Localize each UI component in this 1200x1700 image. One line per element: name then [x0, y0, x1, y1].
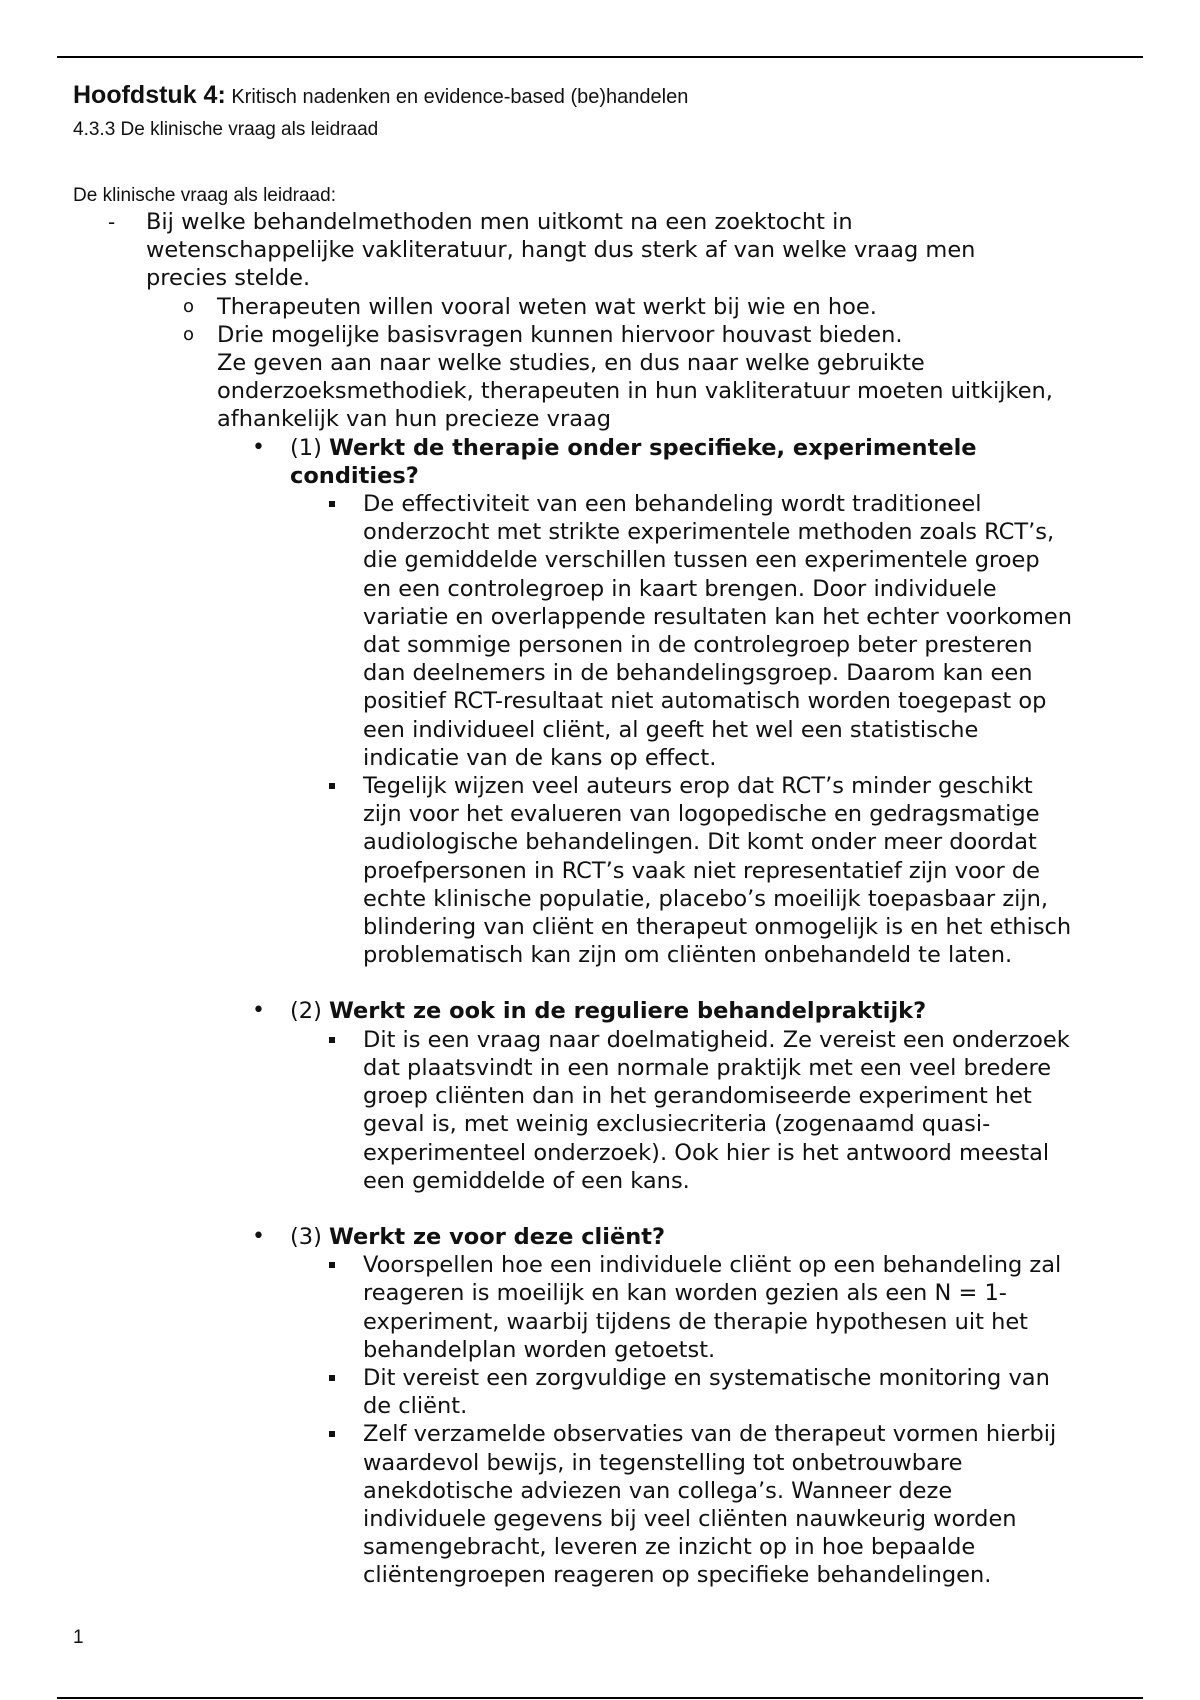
text-line: indicatie van de kans op effect. [363, 744, 717, 771]
question-item [73, 434, 1133, 490]
square-marker [329, 1262, 335, 1268]
question-item [73, 1223, 1133, 1251]
spacer [73, 1195, 1133, 1223]
footer-rule [57, 1697, 1143, 1699]
text-line: audiologische behandelingen. Dit komt onder meer doordat [363, 829, 1037, 856]
text-line: de cliënt. [363, 1393, 468, 1420]
section-heading: 4.3.3 De klinische vraag als leidraad [73, 119, 379, 140]
point-text [363, 1251, 1133, 1364]
text-line: afhankelijk van hun precieze vraag [217, 406, 612, 433]
text-line: onderzoeksmethodiek, therapeuten in hun vakliteratuur moeten uitkijken, [217, 378, 1053, 405]
point-item [73, 1420, 1133, 1589]
text-line: wetenschappelijke vakliteratuur, hangt dus sterk af van welke vraag men [146, 237, 976, 264]
text-line: positief RCT-resultaat niet automatisch worden toegepast op [363, 688, 1047, 715]
question-text: condities? [290, 462, 419, 489]
chapter-title [73, 74, 1133, 116]
text-line: waardevol bewijs, in tegenstelling tot onbetrouwbare [363, 1449, 963, 1476]
text-line: problematisch kan zijn om cliënten onbehandeld te laten. [363, 942, 1013, 969]
text-line: De effectiviteit van een behandeling wordt traditioneel [363, 491, 982, 518]
text-line: anekdotische adviezen van collega’s. Wanneer deze [363, 1477, 953, 1504]
text-line: Tegelijk wijzen veel auteurs erop dat RCT’s minder geschikt [363, 773, 1033, 800]
text-line: variatie en overlappende resultaten kan het echter voorkomen [363, 603, 1072, 630]
text-line: proefpersonen in RCT’s vaak niet representatief zijn voor de [363, 857, 1041, 884]
question-item [73, 997, 1133, 1025]
text-line [290, 1223, 1133, 1251]
text-line: zijn voor het evalueren van logopedische en gedragsmatige [363, 801, 1040, 828]
document-body [73, 208, 1133, 1590]
list-item-text [217, 293, 1133, 321]
square-marker [329, 1375, 335, 1381]
page-content [73, 74, 1133, 1590]
text-line: die gemiddelde verschillen tussen een experimentele groep [363, 547, 1040, 574]
header-rule [57, 56, 1143, 58]
text-line: experiment, waarbij tijdens de therapie hypothesen uit het [363, 1308, 1028, 1335]
text-line: samengebracht, leveren ze inzicht op in hoe bepaalde [363, 1534, 976, 1561]
text-line: echte klinische populatie, placebo’s moeilijk toepasbaar zijn, [363, 885, 1049, 912]
chapter-title-bold: Hoofdstuk 4: [73, 81, 226, 109]
square-marker [329, 501, 335, 507]
text-line: Ze geven aan naar welke studies, en dus naar welke gebruikte [217, 350, 925, 377]
text-line: een gemiddelde of een kans. [363, 1167, 690, 1194]
text-line: dat sommige personen in de controlegroep beter presteren [363, 632, 1033, 659]
text-line: onderzocht met strikte experimentele methoden zoals RCT’s, [363, 519, 1055, 546]
text-line: behandelplan worden getoetst. [363, 1336, 716, 1363]
point-text [363, 772, 1133, 969]
list-item-text [217, 321, 1133, 349]
point-text [363, 1026, 1133, 1195]
text-line: precies stelde. [146, 265, 311, 292]
point-text [363, 490, 1133, 772]
chapter-title-text: Kritisch nadenken en evidence-based (be)handelen [225, 86, 689, 108]
text-line: Bij welke behandelmethoden men uitkomt na een zoektocht in [146, 209, 853, 235]
question-title [290, 1223, 1133, 1251]
text-line: geval is, met weinig exclusiecriteria (zogenaamd quasi- [363, 1111, 991, 1138]
text-line: dat plaatsvindt in een normale praktijk met een veel bredere [363, 1054, 1052, 1081]
question-number: (3) [290, 1223, 330, 1250]
text-line [290, 434, 1133, 462]
square-marker [329, 1431, 335, 1437]
point-item [73, 1364, 1133, 1420]
dash-marker: - [108, 210, 116, 234]
text-line [290, 997, 1133, 1025]
question-text: Werkt ze voor deze cliënt? [329, 1223, 666, 1250]
text-line: blindering van cliënt en therapeut onmogelijk is en het ethisch [363, 914, 1072, 941]
list-item-level2 [73, 321, 1133, 349]
text-line: Therapeuten willen vooral weten wat werkt bij wie en hoe. [217, 293, 877, 320]
bullet-marker: • [252, 998, 265, 1024]
square-marker [329, 783, 335, 789]
text-line: en een controlegroep in kaart brengen. Door individuele [363, 575, 997, 602]
question-number: (1) [290, 434, 330, 461]
question-text: Werkt de therapie onder specifieke, experimentele [329, 434, 977, 461]
question-text: Werkt ze ook in de reguliere behandelpraktijk? [329, 998, 927, 1025]
list-item-level2 [73, 293, 1133, 321]
question-title [290, 434, 1133, 490]
point-item [73, 1251, 1133, 1364]
spacer [73, 969, 1133, 997]
point-text [363, 1420, 1133, 1589]
list-item-text [146, 208, 1133, 293]
circle-marker: o [183, 323, 195, 345]
question-title [290, 997, 1133, 1025]
circle-marker: o [183, 295, 195, 317]
continuation-paragraph [73, 349, 1133, 434]
text-line: reageren is moeilijk en kan worden gezien als een N = 1- [363, 1280, 1007, 1307]
text-line: cliëntengroepen reageren op specifieke behandelingen. [363, 1562, 992, 1589]
bullet-marker: • [252, 434, 265, 460]
point-item [73, 772, 1133, 969]
point-item [73, 1026, 1133, 1195]
text-line: Dit vereist een zorgvuldige en systematische monitoring van [363, 1364, 1050, 1391]
text-line: Dit is een vraag naar doelmatigheid. Ze vereist een onderzoek [363, 1026, 1070, 1053]
text-line: Voorspellen hoe een individuele cliënt op een behandeling zal [363, 1252, 1062, 1279]
text-line: Drie mogelijke basisvragen kunnen hiervoor houvast bieden. [217, 321, 903, 348]
text-line: dan deelnemers in de behandelingsgroep. Daarom kan een [363, 660, 1033, 687]
page-number: 1 [73, 1627, 84, 1648]
text-line [290, 462, 1133, 490]
bullet-marker: • [252, 1223, 265, 1249]
text-line: groep cliënten dan in het gerandomiseerde experiment het [363, 1083, 1032, 1110]
square-marker [329, 1037, 335, 1043]
list-item-level1 [73, 208, 1133, 293]
text-line: experimenteel onderzoek). Ook hier is het antwoord meestal [363, 1139, 1050, 1166]
point-text [363, 1364, 1133, 1420]
point-item [73, 490, 1133, 772]
text-line: een individueel cliënt, al geeft het wel een statistische [363, 716, 979, 743]
intro-label: De klinische vraag als leidraad: [73, 185, 336, 206]
question-number: (2) [290, 998, 330, 1025]
text-line: Zelf verzamelde observaties van de therapeut vormen hierbij [363, 1421, 1057, 1448]
text-line: individuele gegevens bij veel cliënten nauwkeurig worden [363, 1505, 1017, 1532]
